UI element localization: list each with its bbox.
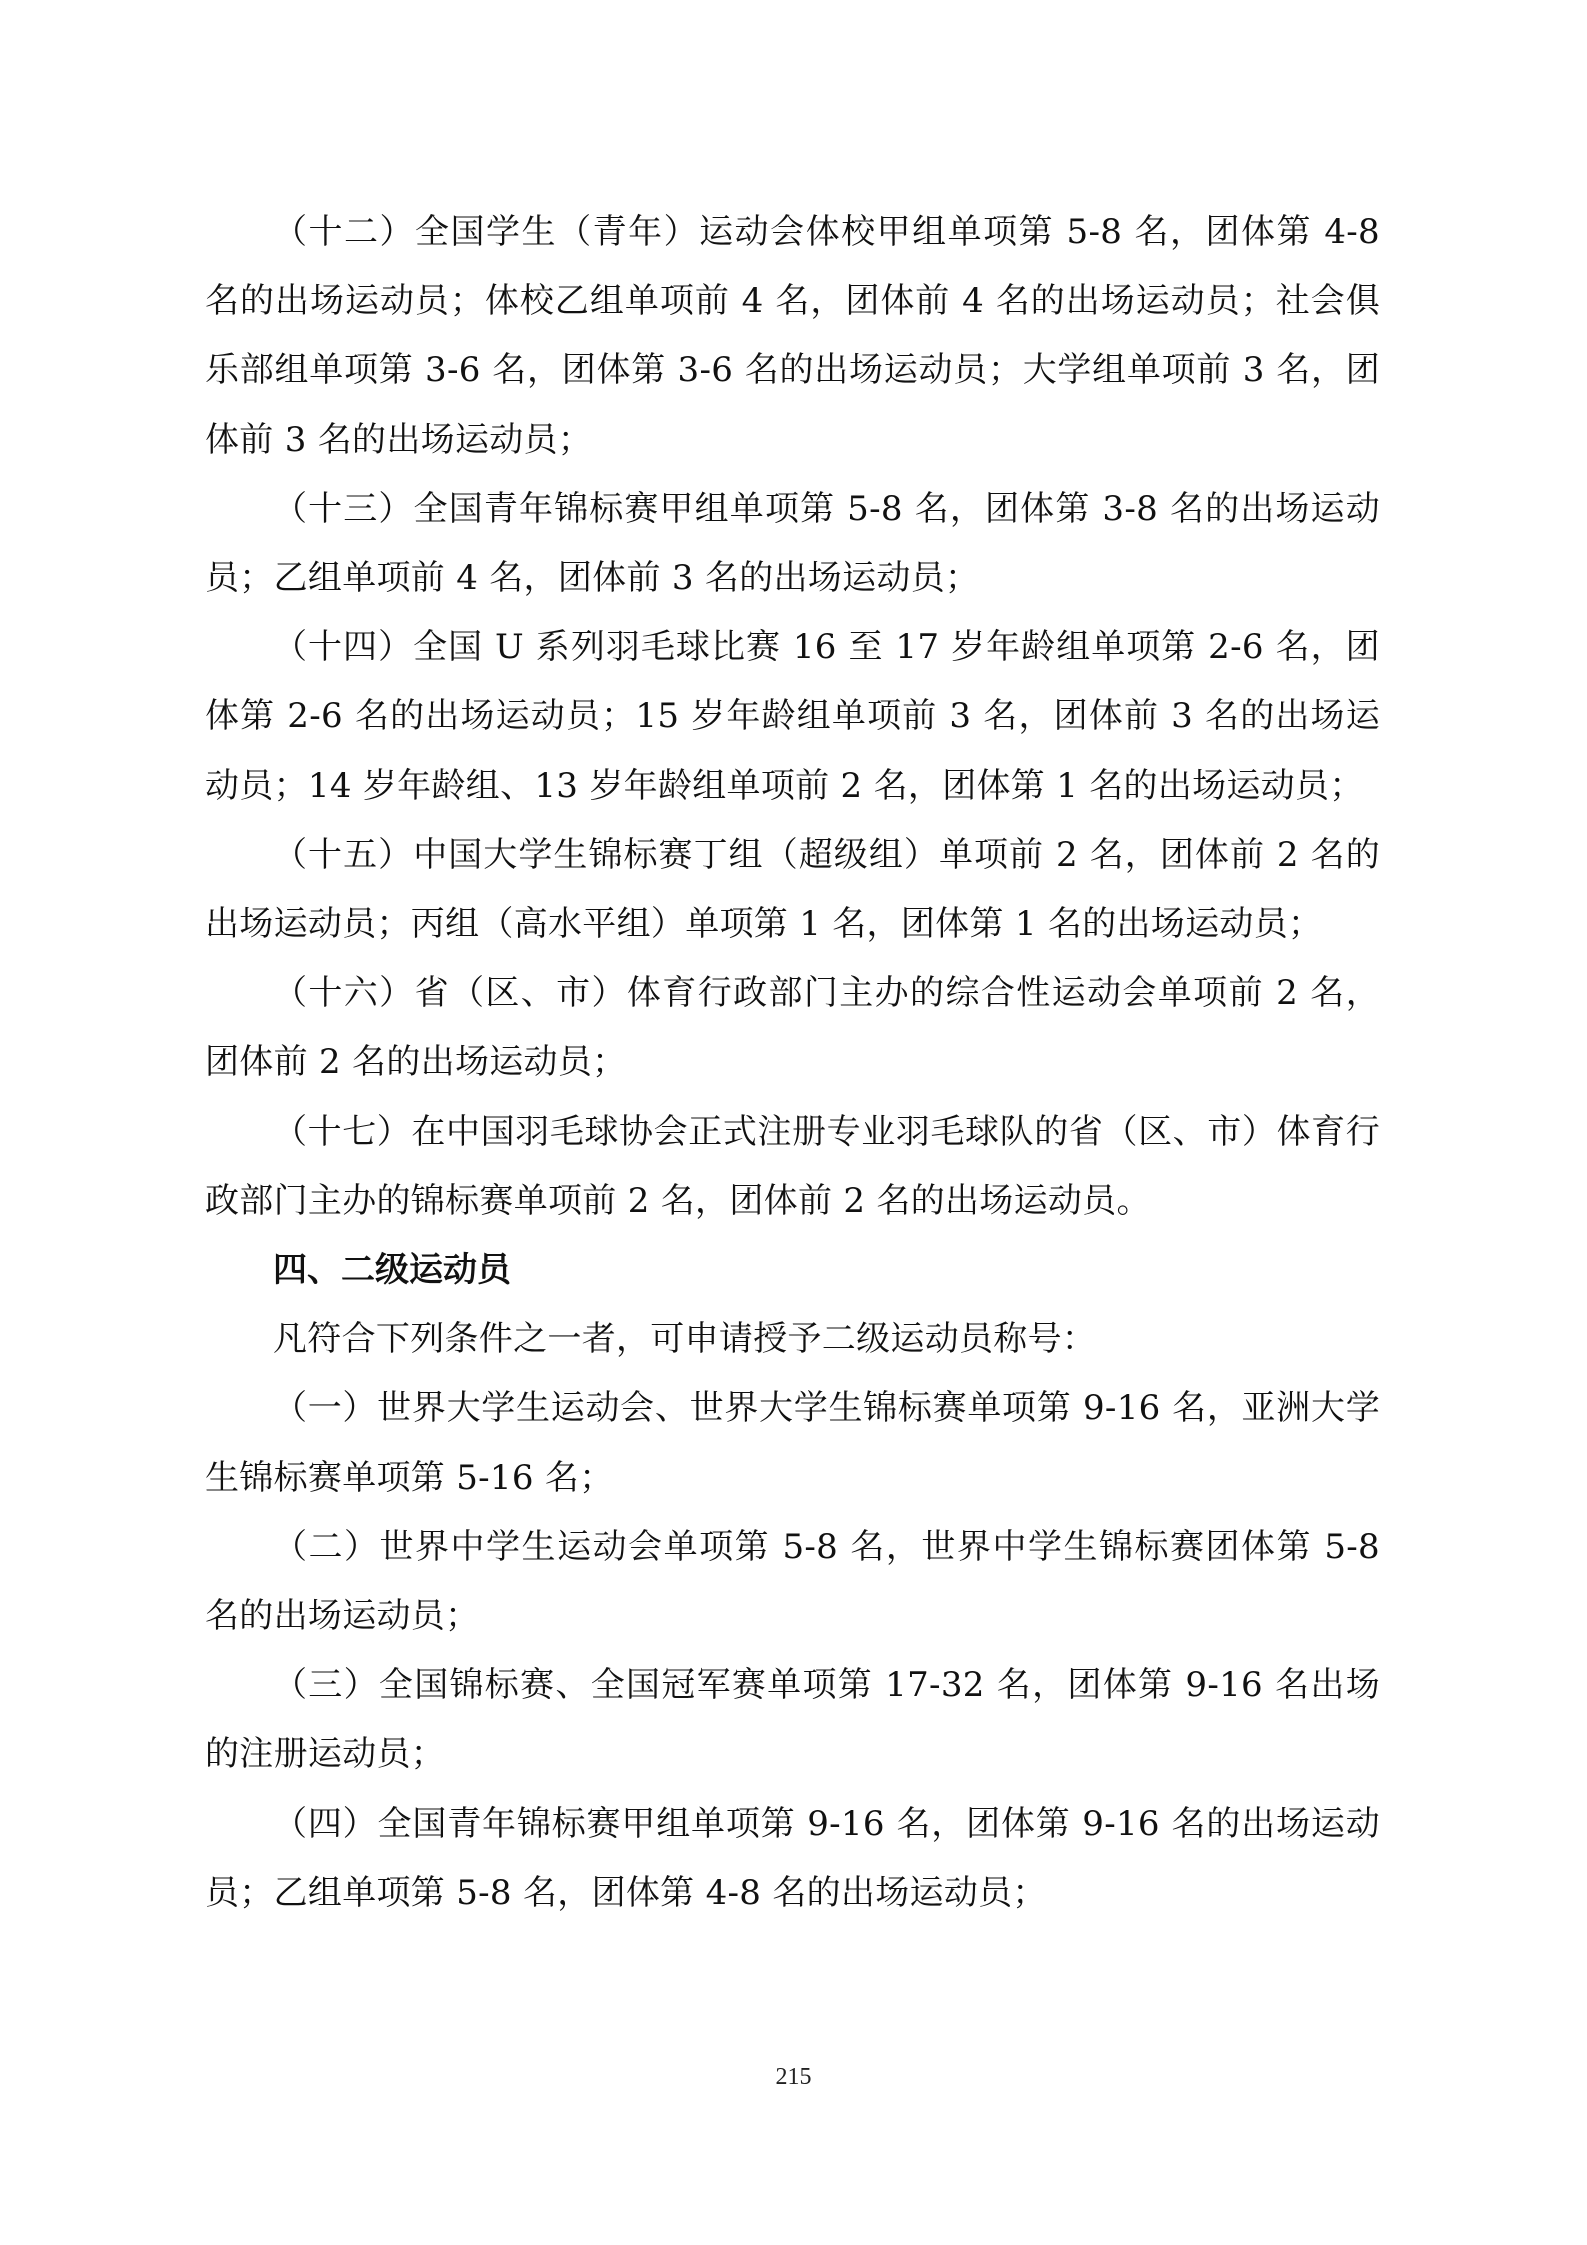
item-12: （十二）全国学生（青年）运动会体校甲组单项第 5-8 名，团体第 4-8 名的出场运动员；体校乙组单项前 4 名，团体前 4 名的出场运动员；社会俱乐部组单项第 3-6 名，团体第 3-6 名的出场运动员；大学组单项前 3 名，团体前 3 名的出场运动员； xyxy=(205,212,1380,460)
document-body xyxy=(205,198,1380,1928)
item-1: （一）世界大学生运动会、世界大学生锦标赛单项第 9-16 名，亚洲大学生锦标赛单项第 5-16 名； xyxy=(205,1388,1380,1498)
section-heading-level-2-athlete: 四、二级运动员 xyxy=(273,1250,511,1291)
page-number: 215 xyxy=(775,2064,812,2090)
item-13: （十三）全国青年锦标赛甲组单项第 5-8 名，团体第 3-8 名的出场运动员；乙组单项前 4 名，团体前 3 名的出场运动员； xyxy=(205,488,1380,599)
item-17: （十七）在中国羽毛球协会正式注册专业羽毛球队的省（区、市）体育行政部门主办的锦标赛单项前 2 名，团体前 2 名的出场运动员。 xyxy=(205,1111,1380,1221)
item-15: （十五）中国大学生锦标赛丁组（超级组）单项前 2 名，团体前 2 名的出场运动员；丙组（高水平组）单项第 1 名，团体第 1 名的出场运动员； xyxy=(205,834,1380,945)
item-4: （四）全国青年锦标赛甲组单项第 9-16 名，团体第 9-16 名的出场运动员；乙组单项第 5-8 名，团体第 4-8 名的出场运动员； xyxy=(205,1803,1380,1913)
item-16: （十六）省（区、市）体育行政部门主办的综合性运动会单项前 2 名，团体前 2 名的出场运动员； xyxy=(205,973,1380,1083)
item-3: （三）全国锦标赛、全国冠军赛单项第 17-32 名，团体第 9-16 名出场的注册运动员； xyxy=(205,1665,1380,1775)
intro-paragraph: 凡符合下列条件之一者，可申请授予二级运动员称号： xyxy=(273,1319,1097,1360)
item-14: （十四）全国 U 系列羽毛球比赛 16 至 17 岁年龄组单项第 2-6 名，团体第 2-6 名的出场运动员；15 岁年龄组单项前 3 名，团体前 3 名的出场运动员；14 岁年龄组、13 岁年龄组单项前 2 名，团体第 1 名的出场运动员； xyxy=(205,627,1380,806)
item-2: （二）世界中学生运动会单项第 5-8 名，世界中学生锦标赛团体第 5-8 名的出场运动员； xyxy=(205,1526,1380,1637)
